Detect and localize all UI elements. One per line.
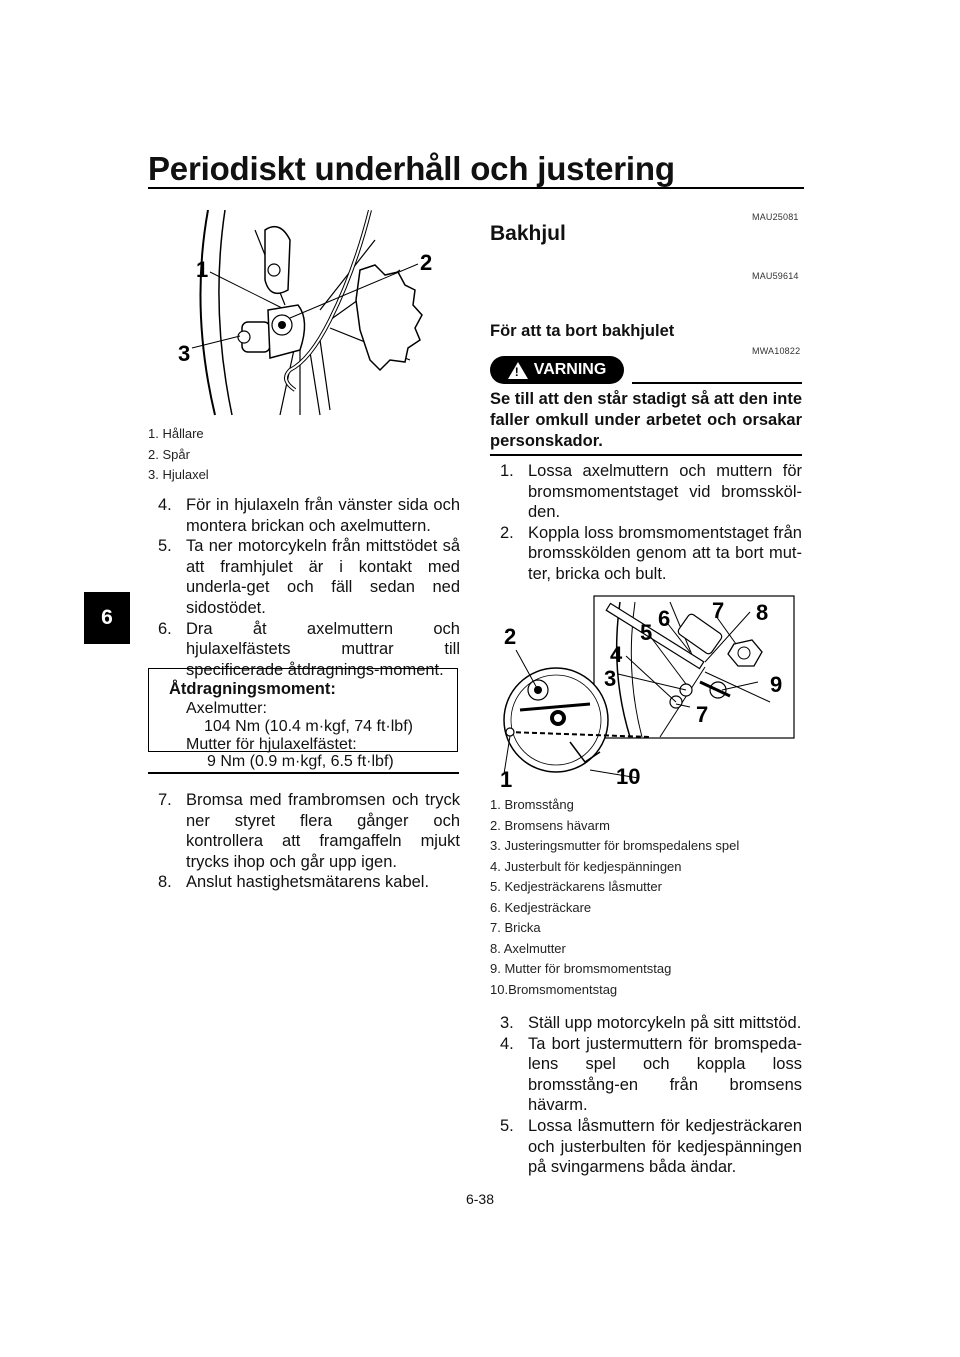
figure2-caption — [490, 795, 739, 1000]
fig1-callout-1: 1 — [196, 257, 209, 282]
caption-item: 9. Mutter för bromsmomentstag — [490, 961, 672, 976]
fig2-callout-9: 9 — [770, 672, 783, 697]
spec-axle-value: 104 Nm (10.4 m·kgf, 74 ft·lbf) — [204, 718, 413, 735]
caption-item: 5. Kedjesträckarens låsmutter — [490, 879, 662, 894]
fig1-callout-3: 3 — [178, 341, 191, 366]
caption-item: 1. Bromsstång — [490, 797, 574, 812]
caption-item: 3. Justeringsmutter för bromspedalens spel — [490, 838, 740, 853]
spec-heading: Åtdragningsmoment: — [169, 680, 336, 698]
spec-holder-value: 9 Nm (0.9 m·kgf, 6.5 ft·lbf) — [207, 753, 394, 770]
list-item: 3. Ställ upp motorcykeln på sitt mittstöd. — [500, 1014, 802, 1032]
chapter-tab: 6 — [84, 592, 130, 644]
page-title: Periodiskt underhåll och justering — [148, 150, 675, 187]
caption-item: 7. Bricka — [490, 920, 541, 935]
spec-axle-label: Axelmutter: — [186, 700, 267, 717]
fig2-callout-3: 3 — [604, 666, 617, 691]
right-steps-list-2 — [500, 1013, 802, 1178]
warning-code: MWA10822 — [752, 346, 801, 356]
caption-item: 8. Axelmutter — [490, 940, 566, 956]
warning-rule-top — [632, 382, 802, 384]
warning-text: Se till att den står stadigt så att den inte faller omkull under arbetet och orsakar personskador. — [490, 390, 802, 450]
list-item: 7. Bromsa med frambromsen och tryck ner styret flera gånger och kontrollera att framgaffeln mjukt trycks ihop och går upp igen. — [158, 791, 460, 871]
list-item: 4. För in hjulaxeln från vänster sida och montera brickan och axelmuttern. — [158, 496, 460, 535]
fig2-callout-1: 1 — [500, 767, 513, 792]
list-item: 4. Ta bort justermuttern för bromspeda-lens spel och koppla loss bromsstång-en från bromsens hävarm. — [500, 1034, 802, 1115]
fig1-callout-2: 2 — [420, 250, 433, 275]
warning-badge: ! VARNING — [490, 356, 624, 384]
fig2-callout-7b: 7 — [696, 702, 709, 727]
warning-icon: ! — [508, 362, 528, 379]
title-rule — [148, 187, 804, 189]
warning-rule-bottom — [490, 454, 802, 456]
list-item: 5. Ta ner motorcykeln från mittstödet så att framhjulet är i kontakt med underla-get och fäll sedan ned sidostödet. — [158, 537, 460, 617]
torque-spec-box — [148, 668, 458, 752]
fig2-callout-10: 10 — [616, 764, 641, 789]
fig2-callout-6: 6 — [658, 606, 671, 631]
caption-item: 10.Bromsmomentstag — [490, 981, 618, 997]
spec-box-bottom-rule — [148, 772, 459, 774]
caption-item: 2. Spår — [148, 446, 190, 462]
list-item: 8. Anslut hastighetsmätarens kabel. — [158, 873, 430, 892]
list-item: 1. Lossa axelmuttern och muttern för bromsmomentstaget vid bromssköl-den. — [500, 462, 802, 522]
caption-item: 1. Hållare — [148, 426, 204, 441]
front-axle-illustration — [170, 210, 470, 420]
section-code: MAU25081 — [752, 212, 799, 222]
figure1-caption — [148, 424, 209, 486]
caption-item: 4. Justerbult för kedjespänningen — [490, 858, 682, 874]
subsection-heading: För att ta bort bakhjulet — [490, 322, 675, 340]
fig2-callout-5: 5 — [640, 620, 653, 645]
caption-item: 6. Kedjesträckare — [490, 899, 592, 915]
list-item: 2. Koppla loss bromsmomentstaget från bromsskölden genom att ta bort mut-ter, bricka och bult. — [500, 523, 802, 583]
right-steps-list — [500, 461, 802, 585]
fig2-callout-2: 2 — [504, 624, 517, 649]
page-number: 6-38 — [465, 1191, 495, 1207]
fig2-callout-4: 4 — [610, 642, 623, 667]
list-item: 6. Dra åt axelmuttern och hjulaxelfästets muttrar till specificerade åtdragnings-moment. — [158, 619, 460, 679]
fig2-callout-7a: 7 — [712, 598, 725, 623]
subsection-code: MAU59614 — [752, 271, 799, 281]
list-item: 5. Lossa låsmuttern för kedjesträckaren och justerbulten för kedjespänningen på svingarmens båda ändar. — [500, 1116, 802, 1177]
caption-item: 2. Bromsens hävarm — [490, 817, 610, 833]
section-title: Bakhjul — [490, 222, 566, 245]
fig2-callout-8: 8 — [756, 600, 769, 625]
left-steps-list-2 — [158, 790, 460, 893]
left-steps-list — [158, 495, 460, 680]
caption-item: 3. Hjulaxel — [148, 467, 209, 482]
spec-holder-label: Mutter för hjulaxelfästet: — [186, 736, 357, 753]
rear-wheel-illustration — [490, 592, 802, 792]
